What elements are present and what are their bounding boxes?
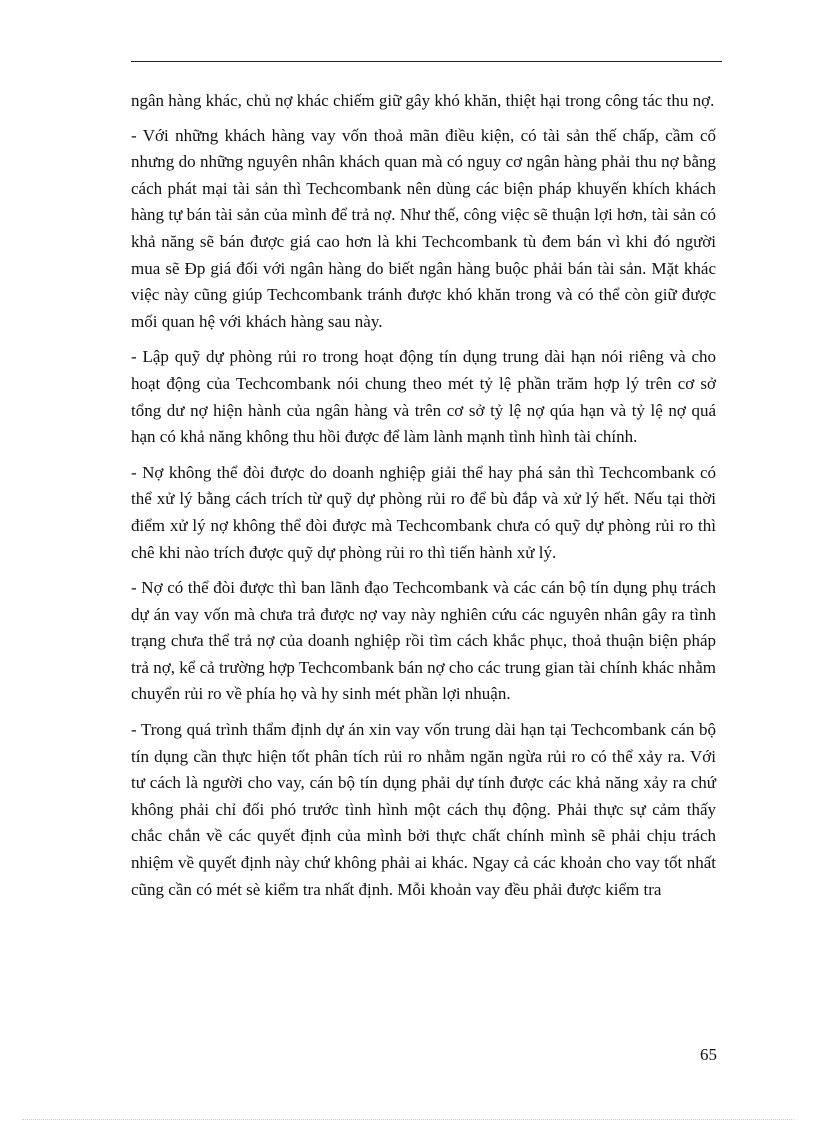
paragraph: - Nợ có thể đòi được thì ban lãnh đạo Techcombank và các cán bộ tín dụng phụ trách dự án vay vốn mà chưa trả được nợ vay này nghiên cứu các nguyên nhân gây ra tình trạng chưa thể trả nợ của doanh nghiệp rồi tìm cách khắc phục, thoả thuận biện pháp trả nợ, kể cả trường hợp Techcombank bán nợ cho các trung gian tài chính khác nhằm chuyển rủi ro về phía họ và hy sinh mét phần lợi nhuận. — [131, 578, 716, 704]
header-rule — [131, 61, 722, 62]
paragraph: - Với những khách hàng vay vốn thoả mãn điều kiện, có tài sản thế chấp, cầm cố nhưng do những nguyên nhân khách quan mà có nguy cơ ngân hàng phải thu nợ bằng cách phát mại tài sản thì Techcombank nên dùng các biện pháp khuyến khích khách hàng tự bán tài sản của mình để trả nợ. Như thế, công việc sẽ thuận lợi hơn, tài sản có khả năng sẽ bán được giá cao hơn là khi Techcombank tù đem bán vì khi đó người mua sẽ Ðp giá đối với ngân hàng do biết ngân hàng buộc phải bán tài sản. Mặt khác việc này cũng giúp Techcombank tránh được khó khăn trong và có thể còn giữ được mối quan hệ với khách hàng sau này. — [131, 125, 716, 331]
page-number: 65 — [700, 1045, 717, 1064]
body-text — [131, 88, 716, 912]
paragraph: - Trong quá trình thẩm định dự án xin vay vốn trung dài hạn tại Techcombank cán bộ tín dụng cần thực hiện tốt phân tích rủi ro nhằm ngăn ngừa rủi ro có thể xảy ra. Với tư cách là người cho vay, cán bộ tín dụng phải dự tính được các khả năng xảy ra chứ không phải chỉ đối phó trước tình hình một cách thụ động. Phải thực sự cảm thấy chắc chắn về các quyết định của mình bởi thực chất chính mình sẽ phải chịu trách nhiệm về quyết định này chứ không phải ai khác. Ngay cả các khoản cho vay tốt nhất cũng cần có mét sè kiểm tra nhất định. Mỗi khoản vay đều phải được kiểm tra — [131, 720, 716, 899]
page-bottom-border — [22, 1119, 794, 1120]
paragraph: - Nợ không thể đòi được do doanh nghiệp giải thể hay phá sản thì Techcombank có thể xử lý bằng cách trích từ quỹ dự phòng rủi ro để bù đắp và xử lý hết. Nếu tại thời điểm xử lý nợ không thể đòi được mà Techcombank chưa có quỹ dự phòng rủi ro thì chê khi nào trích được quỹ dự phòng rủi ro thì tiến hành xử lý. — [131, 462, 716, 562]
paragraph: ngân hàng khác, chủ nợ khác chiếm giữ gây khó khăn, thiệt hại trong công tác thu nợ. — [131, 91, 715, 110]
paragraph: - Lập quỹ dự phòng rủi ro trong hoạt động tín dụng trung dài hạn nói riêng và cho hoạt động của Techcombank nói chung theo mét tỷ lệ phần trăm hợp lý trên cơ sở tổng dư nợ hiện hành của ngân hàng và trên cơ sở tỷ lệ nợ qúa hạn và tỷ lệ nợ quá hạn có khả năng không thu hồi được để làm lành mạnh tình hình tài chính. — [131, 347, 716, 447]
